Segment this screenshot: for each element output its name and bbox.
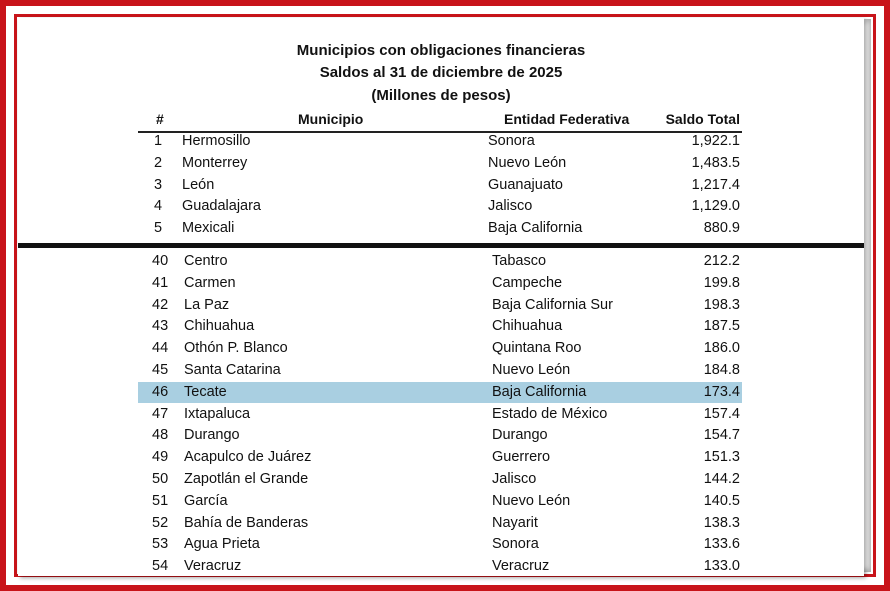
row-municipio: Bahía de Banderas <box>184 514 309 531</box>
row-entidad: Baja California <box>488 220 583 237</box>
row-number: 5 <box>154 220 163 237</box>
row-saldo: 133.6 <box>703 536 740 553</box>
row-municipio: León <box>182 176 215 193</box>
row-entidad: Nuevo León <box>492 492 571 509</box>
header-saldo: Saldo Total <box>665 111 740 127</box>
row-saldo: 157.4 <box>703 405 740 422</box>
row-number: 43 <box>152 318 169 335</box>
row-number: 2 <box>154 154 163 171</box>
row-number: 44 <box>152 340 169 357</box>
table-row <box>138 295 742 316</box>
table-row <box>138 425 742 446</box>
row-municipio: Monterrey <box>182 154 248 171</box>
row-entidad: Campeche <box>492 274 563 291</box>
row-saldo: 1,922.1 <box>691 133 740 149</box>
row-number: 45 <box>152 362 169 378</box>
row-municipio: Carmen <box>184 274 236 291</box>
row-number: 52 <box>152 514 169 531</box>
table-row <box>138 491 742 512</box>
table-row <box>138 273 742 294</box>
row-number: 53 <box>152 536 169 553</box>
row-number: 3 <box>154 176 163 193</box>
row-saldo: 184.8 <box>703 362 740 378</box>
row-municipio: García <box>184 492 228 509</box>
row-saldo: 198.3 <box>703 296 740 313</box>
table-row <box>138 338 742 359</box>
row-entidad: Jalisco <box>488 198 533 215</box>
row-number: 47 <box>152 405 169 422</box>
row-number: 51 <box>152 492 169 509</box>
row-saldo: 173.4 <box>703 383 740 400</box>
row-entidad: Baja California Sur <box>492 296 613 313</box>
table-subtitle: Saldos al 31 de diciembre de 2025 <box>319 64 563 81</box>
table-row <box>138 251 742 272</box>
document-page <box>18 18 864 576</box>
table-row <box>138 513 742 534</box>
row-municipio: La Paz <box>184 296 230 313</box>
table-row <box>138 218 742 239</box>
row-entidad: Guanajuato <box>488 176 563 193</box>
row-saldo: 140.5 <box>703 492 740 509</box>
row-entidad: Tabasco <box>492 253 547 269</box>
table-row <box>138 360 742 381</box>
row-municipio: Acapulco de Juárez <box>184 449 312 466</box>
row-number: 54 <box>152 558 169 575</box>
table-row <box>138 469 742 490</box>
row-municipio: Guadalajara <box>182 198 261 215</box>
row-saldo: 186.0 <box>703 340 740 357</box>
row-municipio: Santa Catarina <box>184 362 281 378</box>
row-entidad: Veracruz <box>492 558 550 575</box>
header-municipio: Municipio <box>298 111 364 127</box>
table-row <box>138 153 742 174</box>
table-row <box>138 534 742 555</box>
header-entidad: Entidad Federativa <box>504 111 630 127</box>
table-title: Municipios con obligaciones financieras <box>296 42 586 59</box>
row-saldo: 1,129.0 <box>691 198 740 215</box>
row-municipio: Hermosillo <box>182 133 251 149</box>
row-saldo: 880.9 <box>703 220 740 237</box>
row-municipio: Chihuahua <box>184 318 255 335</box>
row-number: 48 <box>152 427 169 444</box>
row-municipio: Othón P. Blanco <box>184 340 288 357</box>
table-row <box>138 196 742 217</box>
row-entidad: Nuevo León <box>492 362 571 378</box>
row-municipio: Tecate <box>184 383 227 400</box>
row-number: 41 <box>152 274 169 291</box>
row-saldo: 1,483.5 <box>691 154 740 171</box>
row-entidad: Durango <box>492 427 548 444</box>
row-entidad: Estado de México <box>492 405 608 422</box>
table-row <box>138 404 742 425</box>
row-municipio: Centro <box>184 253 228 269</box>
row-entidad: Chihuahua <box>492 318 563 335</box>
row-saldo: 199.8 <box>703 274 740 291</box>
table-row <box>138 447 742 468</box>
section-separator <box>18 243 864 248</box>
table-row <box>138 556 742 576</box>
row-number: 46 <box>152 383 169 400</box>
row-number: 40 <box>152 253 169 269</box>
row-entidad: Quintana Roo <box>492 340 582 357</box>
table-header <box>138 109 742 133</box>
row-saldo: 133.0 <box>703 558 740 575</box>
row-saldo: 212.2 <box>703 253 740 269</box>
row-entidad: Baja California <box>492 383 587 400</box>
row-entidad: Sonora <box>492 536 539 553</box>
table-row-highlighted <box>138 382 742 403</box>
table-units: (Millones de pesos) <box>371 87 511 104</box>
row-municipio: Durango <box>184 427 240 444</box>
row-municipio: Agua Prieta <box>184 536 260 553</box>
row-municipio: Zapotlán el Grande <box>184 471 309 487</box>
table-row <box>138 316 742 337</box>
row-entidad: Sonora <box>488 133 535 149</box>
table-row <box>138 131 742 152</box>
row-number: 1 <box>154 133 163 149</box>
row-saldo: 144.2 <box>703 471 740 487</box>
row-saldo: 138.3 <box>703 514 740 531</box>
row-number: 42 <box>152 296 169 313</box>
row-saldo: 154.7 <box>703 427 740 444</box>
row-municipio: Mexicali <box>182 220 235 237</box>
row-municipio: Ixtapaluca <box>184 405 251 422</box>
row-saldo: 187.5 <box>703 318 740 335</box>
row-entidad: Nayarit <box>492 514 538 531</box>
row-entidad: Guerrero <box>492 449 551 466</box>
row-number: 49 <box>152 449 169 466</box>
table-row <box>138 175 742 196</box>
row-number: 4 <box>154 198 163 215</box>
row-entidad: Nuevo León <box>488 154 567 171</box>
row-entidad: Jalisco <box>492 471 537 487</box>
header-number: # <box>156 111 164 127</box>
row-saldo: 151.3 <box>703 449 740 466</box>
row-saldo: 1,217.4 <box>691 176 740 193</box>
row-municipio: Veracruz <box>184 558 242 575</box>
row-number: 50 <box>152 471 169 487</box>
